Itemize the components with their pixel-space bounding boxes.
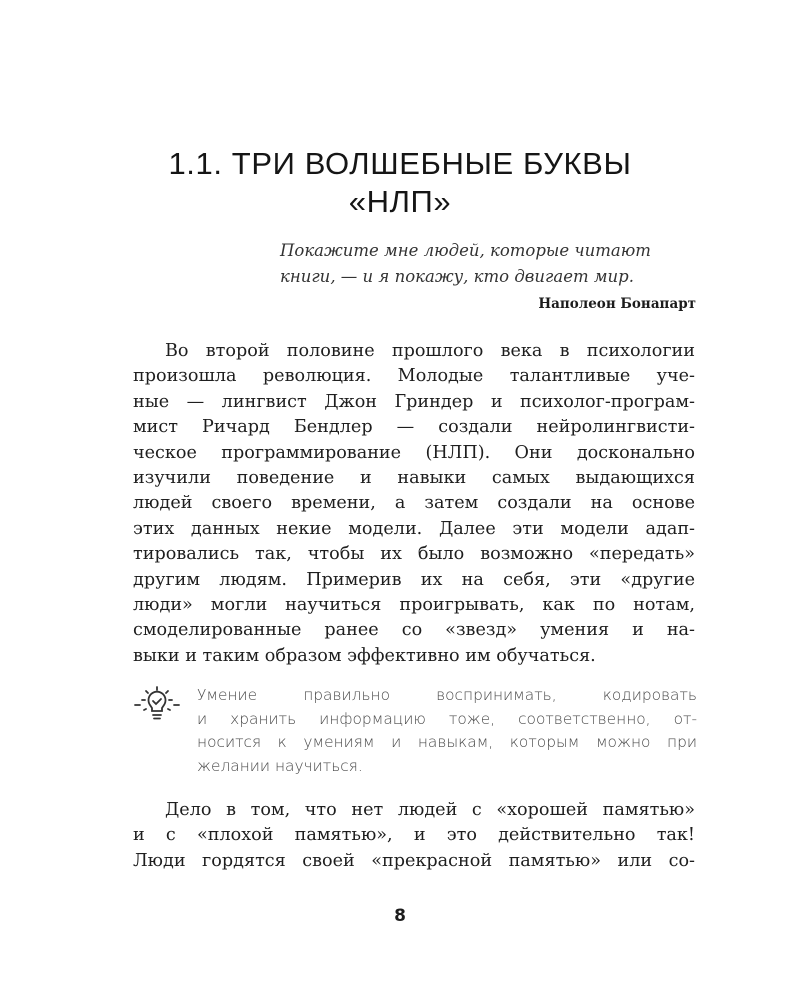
text-line: люди» могли научиться проигрывать, как по нотам,	[133, 594, 695, 615]
epigraph	[280, 238, 696, 312]
text-line: Люди гордятся своей «прекрасной памятью» или со-	[133, 850, 695, 871]
tip-text	[197, 684, 697, 778]
text-line: мист Ричард Бендлер — создали нейролингвисти-	[133, 417, 695, 438]
text-line: этих данных некие модели. Далее эти модели адап-	[133, 518, 695, 539]
text-line: другим людям. Примерив их на себя, эти «другие	[133, 569, 695, 590]
text-line: произошла революция. Молодые талантливые уче-	[133, 366, 695, 387]
paragraph-1	[133, 339, 695, 669]
text-line: изучили поведение и навыки самых выдающихся	[133, 467, 695, 488]
text-line: ные — лингвист Джон Гриндер и психолог-програм-	[133, 391, 695, 412]
tip-line: Умение правильно воспринимать, кодировать	[197, 686, 697, 704]
text-line: выки и таким образом эффективно им обучаться.	[133, 645, 596, 666]
epigraph-quote	[280, 238, 696, 290]
text-line: ческое программирование (НЛП). Они досконально	[133, 442, 695, 463]
text-line: Во второй половине прошлого века в психологии	[165, 341, 695, 361]
chapter-heading-line-1: 1.1. ТРИ ВОЛШЕБНЫЕ БУКВЫ	[168, 146, 632, 181]
page-number: 8	[394, 906, 406, 926]
epigraph-author: Наполеон Бонапарт	[538, 296, 696, 312]
epigraph-line: книги, — и я покажу, кто двигает мир.	[280, 267, 634, 286]
lightbulb-icon	[133, 684, 181, 728]
epigraph-line: Покажите мне людей, которые читают	[280, 241, 651, 260]
tip-line: носится к умениям и навыкам, которым можно при	[197, 733, 697, 751]
text-line: и с «плохой памятью», и это действительно так!	[133, 825, 695, 846]
tip-line: желании научиться.	[197, 756, 363, 775]
text-line: Дело в том, что нет людей с «хорошей памятью»	[165, 800, 695, 820]
text-line: тировались так, чтобы их было возможно «передать»	[133, 544, 695, 565]
text-line: смоделированные ранее со «звезд» умения и на-	[133, 620, 695, 641]
chapter-heading-line-2: «НЛП»	[348, 184, 452, 219]
chapter-heading	[100, 145, 700, 221]
tip-line: и хранить информацию тоже, соответственно, от-	[197, 709, 697, 728]
text-line: людей своего времени, а затем создали на основе	[133, 493, 695, 514]
paragraph-2	[133, 798, 695, 874]
